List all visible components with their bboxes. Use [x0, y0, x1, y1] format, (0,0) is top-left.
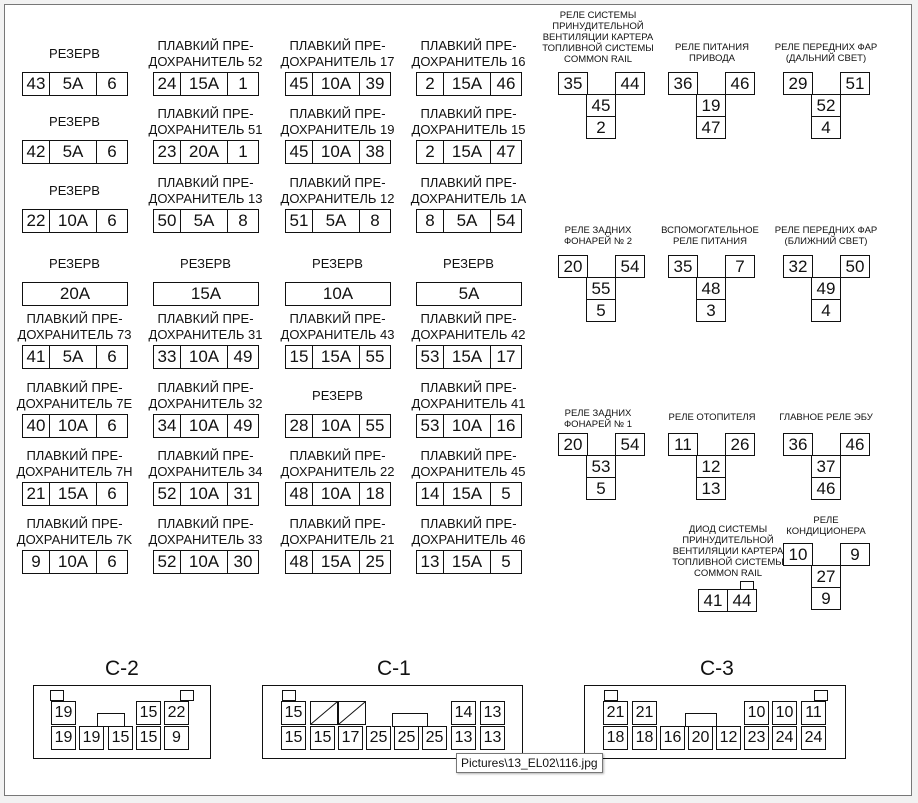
fuse-pin-a: 40 — [23, 415, 50, 437]
fuse-cell — [416, 209, 522, 233]
connector-key — [685, 713, 717, 727]
connector-title: C-1 — [377, 657, 411, 680]
relay-label: ВСПОМОГАТЕЛЬНОЕ РЕЛЕ ПИТАНИЯ — [661, 225, 759, 247]
fuse-rating: 15A — [153, 282, 259, 306]
connector-pin: 13 — [480, 726, 505, 750]
fuse-pin-a: 45 — [286, 141, 313, 163]
fuse-label: ПЛАВКИЙ ПРЕ- ДОХРАНИТЕЛЬ 17 — [280, 38, 395, 69]
fuse-pin-a: 53 — [417, 346, 444, 368]
fuse-label: РЕЗЕРВ — [312, 388, 363, 403]
connector-pin: 19 — [79, 726, 104, 750]
relay-pin-bottom: 3 — [696, 299, 726, 322]
connector-pin: 21 — [632, 701, 657, 725]
fuse-pin-b: 1 — [238, 74, 248, 93]
fuse-pin-a: 8 — [417, 210, 444, 232]
relay-pin-top-right: 7 — [725, 255, 755, 278]
fuse-pin-a: 28 — [286, 415, 313, 437]
fuse-pin-a: 43 — [23, 73, 50, 95]
relay-pin-top-left: 20 — [558, 433, 588, 456]
connector-pin: 18 — [603, 726, 628, 750]
fuse-rating: 15A — [313, 551, 360, 573]
fuse-pin-b: 17 — [496, 347, 516, 366]
fuse-cell — [416, 550, 522, 574]
connector-pin: 24 — [772, 726, 797, 750]
connector-pin: 17 — [338, 726, 363, 750]
fuse-pin-b: 8 — [238, 211, 248, 230]
relay-pin-bottom: 13 — [696, 477, 726, 500]
connector-pin: 25 — [422, 726, 447, 750]
connector-pin: 11 — [801, 701, 826, 725]
fuse-rating: 10A — [50, 210, 97, 232]
fuse-label: РЕЗЕРВ — [49, 256, 100, 271]
relay-pin-top-left: 10 — [783, 543, 813, 566]
fuse-rating: 10A — [313, 141, 360, 163]
relay-pin-top-right: 54 — [615, 255, 645, 278]
relay-pin-top-left: 36 — [783, 433, 813, 456]
relay-pin-top-left: 29 — [783, 72, 813, 95]
connector-latch — [282, 690, 296, 701]
connector-key — [97, 713, 125, 727]
fuse-cell — [285, 209, 391, 233]
fuse-pin-a: 2 — [417, 73, 444, 95]
fuse-pin-b: 46 — [496, 74, 516, 93]
relay-pin-top-left: 36 — [668, 72, 698, 95]
fuse-cell — [285, 482, 391, 506]
connector-pin: 12 — [716, 726, 741, 750]
fuse-cell — [153, 209, 259, 233]
relay-label: РЕЛЕ КОНДИЦИОНЕРА — [786, 515, 866, 537]
relay-pin-top-right: 9 — [840, 543, 870, 566]
fuse-pin-a: 48 — [286, 551, 313, 573]
fuse-pin-a: 24 — [154, 73, 181, 95]
fuse-cell — [285, 345, 391, 369]
fuse-label: ПЛАВКИЙ ПРЕ- ДОХРАНИТЕЛЬ 31 — [148, 311, 263, 342]
fuse-pin-a: 14 — [417, 483, 444, 505]
fuse-label: РЕЗЕРВ — [312, 256, 363, 271]
connector-pin: 20 — [688, 726, 713, 750]
fuse-rating: 10A — [181, 415, 228, 437]
connector-pin: 15 — [310, 726, 335, 750]
fuse-cell — [285, 550, 391, 574]
relay-pin-middle: 49 — [811, 277, 841, 300]
fuse-pin-b: 49 — [233, 416, 253, 435]
connector-pin: 9 — [164, 726, 189, 750]
fuse-rating: 5A — [416, 282, 522, 306]
fuse-pin-b: 49 — [233, 347, 253, 366]
fuse-label: ПЛАВКИЙ ПРЕ- ДОХРАНИТЕЛЬ 45 — [411, 448, 526, 479]
relay-pin-top-right: 26 — [725, 433, 755, 456]
connector-title: C-3 — [700, 657, 734, 680]
fuse-label: ПЛАВКИЙ ПРЕ- ДОХРАНИТЕЛЬ 51 — [148, 106, 263, 137]
fuse-cell — [22, 550, 128, 574]
fuse-label: ПЛАВКИЙ ПРЕ- ДОХРАНИТЕЛЬ 19 — [280, 106, 395, 137]
fuse-rating: 10A — [50, 415, 97, 437]
fuse-rating: 10A — [181, 551, 228, 573]
relay-label: РЕЛЕ ПЕРЕДНИХ ФАР (БЛИЖНИЙ СВЕТ) — [774, 225, 878, 247]
fuse-cell — [22, 482, 128, 506]
fuse-pin-b: 47 — [496, 142, 516, 161]
fuse-cell — [153, 482, 259, 506]
relay-label: РЕЛЕ ОТОПИТЕЛЯ — [668, 412, 756, 423]
connector-pin: 10 — [744, 701, 769, 725]
relay-pin-middle: 12 — [696, 455, 726, 478]
blank-pin-position — [310, 701, 338, 725]
fuse-label: ПЛАВКИЙ ПРЕ- ДОХРАНИТЕЛЬ 21 — [280, 516, 395, 547]
fuse-pin-a: 21 — [23, 483, 50, 505]
fuse-rating: 15A — [444, 483, 491, 505]
fuse-cell — [22, 209, 128, 233]
relay-pin-bottom: 2 — [586, 116, 616, 139]
relay-pin-top-right: 50 — [840, 255, 870, 278]
fuse-label: РЕЗЕРВ — [49, 46, 100, 61]
diode-pin-left: 41 — [698, 589, 728, 612]
fuse-rating: 10A — [181, 346, 228, 368]
fuse-pin-b: 6 — [107, 484, 117, 503]
diode-label: ДИОД СИСТЕМЫ ПРИНУДИТЕЛЬНОЙ ВЕНТИЛЯЦИИ КАРТЕРА ТОПЛИВНОЙ СИСТЕМЫ COMMON RAIL — [672, 524, 784, 579]
fuse-pin-a: 33 — [154, 346, 181, 368]
fuse-cell — [416, 345, 522, 369]
fuse-pin-a: 9 — [23, 551, 50, 573]
connector-key — [392, 713, 428, 727]
connector-latch — [50, 690, 64, 701]
fuse-cell — [285, 140, 391, 164]
fuse-pin-a: 23 — [154, 141, 181, 163]
fuse-cell — [22, 345, 128, 369]
fuse-rating: 20A — [22, 282, 128, 306]
fuse-pin-a: 48 — [286, 483, 313, 505]
fuse-pin-a: 45 — [286, 73, 313, 95]
fuse-pin-a: 41 — [23, 346, 50, 368]
fuse-pin-b: 18 — [365, 484, 385, 503]
connector-title: C-2 — [105, 657, 139, 680]
fuse-rating: 5A — [181, 210, 228, 232]
relay-pin-top-left: 20 — [558, 255, 588, 278]
relay-pin-bottom: 4 — [811, 299, 841, 322]
fuse-label: ПЛАВКИЙ ПРЕ- ДОХРАНИТЕЛЬ 33 — [148, 516, 263, 547]
connector-pin: 15 — [281, 701, 306, 725]
fuse-cell — [153, 72, 259, 96]
fuse-pin-b: 6 — [107, 416, 117, 435]
relay-label: РЕЛЕ СИСТЕМЫ ПРИНУДИТЕЛЬНОЙ ВЕНТИЛЯЦИИ КАРТЕРА ТОПЛИВНОЙ СИСТЕМЫ COMMON RAIL — [542, 10, 654, 65]
fuse-cell — [416, 72, 522, 96]
fuse-rating: 5A — [313, 210, 360, 232]
fuse-rating: 5A — [50, 346, 97, 368]
relay-pin-top-left: 35 — [668, 255, 698, 278]
relay-pin-middle: 27 — [811, 565, 841, 588]
fuse-label: ПЛАВКИЙ ПРЕ- ДОХРАНИТЕЛЬ 43 — [280, 311, 395, 342]
fuse-rating: 10A — [181, 483, 228, 505]
fuse-cell — [285, 72, 391, 96]
connector-pin: 18 — [632, 726, 657, 750]
fuse-label: РЕЗЕРВ — [49, 183, 100, 198]
fuse-rating: 10A — [285, 282, 391, 306]
fuse-pin-b: 38 — [365, 142, 385, 161]
fuse-pin-b: 55 — [365, 347, 385, 366]
connector-pin: 15 — [108, 726, 133, 750]
fuse-label: ПЛАВКИЙ ПРЕ- ДОХРАНИТЕЛЬ 52 — [148, 38, 263, 69]
relay-pin-middle: 19 — [696, 94, 726, 117]
relay-pin-top-right: 51 — [840, 72, 870, 95]
connector-pin: 23 — [744, 726, 769, 750]
fuse-pin-a: 13 — [417, 551, 444, 573]
relay-pin-middle: 55 — [586, 277, 616, 300]
fuse-pin-a: 52 — [154, 483, 181, 505]
connector-pin: 10 — [772, 701, 797, 725]
fuse-pin-b: 6 — [107, 142, 117, 161]
fuse-cell — [153, 140, 259, 164]
connector-latch — [814, 690, 828, 701]
relay-pin-middle: 48 — [696, 277, 726, 300]
fuse-pin-a: 22 — [23, 210, 50, 232]
connector-pin: 24 — [801, 726, 826, 750]
fuse-label: ПЛАВКИЙ ПРЕ- ДОХРАНИТЕЛЬ 46 — [411, 516, 526, 547]
fuse-cell — [416, 482, 522, 506]
fuse-label: ПЛАВКИЙ ПРЕ- ДОХРАНИТЕЛЬ 7K — [16, 516, 133, 547]
connector-pin: 19 — [51, 701, 76, 725]
relay-pin-middle: 45 — [586, 94, 616, 117]
fuse-pin-a: 52 — [154, 551, 181, 573]
relay-pin-bottom: 4 — [811, 116, 841, 139]
fuse-label: ПЛАВКИЙ ПРЕ- ДОХРАНИТЕЛЬ 41 — [411, 380, 526, 411]
fuse-cell — [285, 414, 391, 438]
fuse-label: ПЛАВКИЙ ПРЕ- ДОХРАНИТЕЛЬ 1A — [410, 175, 527, 206]
fuse-rating: 10A — [313, 415, 360, 437]
image-path-tooltip: Pictures\13_EL02\116.jpg — [456, 753, 603, 773]
fuse-cell — [22, 72, 128, 96]
fuse-rating: 15A — [444, 141, 491, 163]
fuse-label: РЕЗЕРВ — [180, 256, 231, 271]
fuse-cell — [22, 414, 128, 438]
fuse-rating: 20A — [181, 141, 228, 163]
connector-pin: 14 — [451, 701, 476, 725]
connector-latch — [604, 690, 618, 701]
connector-pin: 21 — [603, 701, 628, 725]
fuse-rating: 10A — [50, 551, 97, 573]
fuse-cell — [22, 140, 128, 164]
fuse-pin-b: 54 — [496, 211, 516, 230]
relay-label: РЕЛЕ ЗАДНИХ ФОНАРЕЙ № 1 — [563, 408, 633, 430]
fuse-pin-b: 1 — [238, 142, 248, 161]
fuse-label: ПЛАВКИЙ ПРЕ- ДОХРАНИТЕЛЬ 7H — [16, 448, 133, 479]
relay-pin-bottom: 46 — [811, 477, 841, 500]
fuse-label: ПЛАВКИЙ ПРЕ- ДОХРАНИТЕЛЬ 16 — [411, 38, 526, 69]
relay-pin-bottom: 9 — [811, 587, 841, 610]
relay-pin-bottom: 5 — [586, 477, 616, 500]
fuse-pin-b: 6 — [107, 74, 117, 93]
fuse-cell — [153, 345, 259, 369]
fuse-pin-b: 55 — [365, 416, 385, 435]
relay-label: РЕЛЕ ПИТАНИЯ ПРИВОДА — [675, 42, 749, 64]
fuse-rating: 15A — [444, 73, 491, 95]
fuse-pin-b: 6 — [107, 347, 117, 366]
fuse-pin-a: 53 — [417, 415, 444, 437]
fuse-label: РЕЗЕРВ — [443, 256, 494, 271]
connector-pin: 25 — [366, 726, 391, 750]
fuse-rating: 15A — [313, 346, 360, 368]
relay-pin-top-left: 32 — [783, 255, 813, 278]
fuse-label: РЕЗЕРВ — [49, 114, 100, 129]
connector-latch — [180, 690, 194, 701]
fuse-label: ПЛАВКИЙ ПРЕ- ДОХРАНИТЕЛЬ 22 — [280, 448, 395, 479]
fuse-label: ПЛАВКИЙ ПРЕ- ДОХРАНИТЕЛЬ 73 — [17, 311, 132, 342]
fuse-cell — [416, 140, 522, 164]
relay-pin-top-left: 35 — [558, 72, 588, 95]
fuse-cell — [416, 414, 522, 438]
fuse-pin-a: 42 — [23, 141, 50, 163]
fuse-pin-b: 39 — [365, 74, 385, 93]
fuse-cell — [153, 414, 259, 438]
relay-label: ГЛАВНОЕ РЕЛЕ ЭБУ — [779, 412, 873, 423]
fuse-pin-a: 50 — [154, 210, 181, 232]
connector-pin: 15 — [136, 701, 161, 725]
relay-pin-middle: 53 — [586, 455, 616, 478]
relay-pin-middle: 37 — [811, 455, 841, 478]
fuse-label: ПЛАВКИЙ ПРЕ- ДОХРАНИТЕЛЬ 34 — [148, 448, 263, 479]
relay-pin-bottom: 5 — [586, 299, 616, 322]
connector-pin: 15 — [281, 726, 306, 750]
fuse-rating: 10A — [444, 415, 491, 437]
relay-pin-middle: 52 — [811, 94, 841, 117]
fuse-rating: 10A — [313, 483, 360, 505]
relay-pin-top-right: 46 — [725, 72, 755, 95]
fuse-label: ПЛАВКИЙ ПРЕ- ДОХРАНИТЕЛЬ 12 — [280, 175, 395, 206]
fuse-label: ПЛАВКИЙ ПРЕ- ДОХРАНИТЕЛЬ 7E — [16, 380, 133, 411]
diode-pin-right: 44 — [727, 589, 757, 612]
connector-pin: 16 — [660, 726, 685, 750]
fuse-pin-b: 8 — [370, 211, 380, 230]
relay-pin-top-right: 46 — [840, 433, 870, 456]
fuse-pin-a: 15 — [286, 346, 313, 368]
connector-pin: 13 — [451, 726, 476, 750]
connector-pin: 15 — [136, 726, 161, 750]
relay-label: РЕЛЕ ПЕРЕДНИХ ФАР (ДАЛЬНИЙ СВЕТ) — [774, 42, 878, 64]
fuse-cell — [153, 550, 259, 574]
relay-pin-top-right: 54 — [615, 433, 645, 456]
connector-pin: 22 — [164, 701, 189, 725]
fuse-rating: 15A — [444, 551, 491, 573]
relay-label: РЕЛЕ ЗАДНИХ ФОНАРЕЙ № 2 — [563, 225, 633, 247]
fuse-rating: 15A — [50, 483, 97, 505]
fuse-pin-b: 6 — [107, 552, 117, 571]
relay-pin-top-right: 44 — [615, 72, 645, 95]
fuse-pin-b: 31 — [233, 484, 253, 503]
connector-pin: 25 — [394, 726, 419, 750]
fuse-label: ПЛАВКИЙ ПРЕ- ДОХРАНИТЕЛЬ 32 — [148, 380, 263, 411]
fuse-pin-a: 34 — [154, 415, 181, 437]
fuse-pin-b: 6 — [107, 211, 117, 230]
fuse-label: ПЛАВКИЙ ПРЕ- ДОХРАНИТЕЛЬ 13 — [148, 175, 263, 206]
fuse-rating: 15A — [444, 346, 491, 368]
fuse-pin-b: 5 — [501, 484, 511, 503]
fuse-rating: 10A — [313, 73, 360, 95]
fuse-pin-b: 5 — [501, 552, 511, 571]
fuse-label: ПЛАВКИЙ ПРЕ- ДОХРАНИТЕЛЬ 15 — [411, 106, 526, 137]
relay-pin-top-left: 11 — [668, 433, 698, 456]
fuse-rating: 5A — [50, 141, 97, 163]
connector-pin: 19 — [51, 726, 76, 750]
fuse-pin-a: 51 — [286, 210, 313, 232]
relay-pin-bottom: 47 — [696, 116, 726, 139]
fuse-pin-b: 30 — [233, 552, 253, 571]
fuse-rating: 5A — [444, 210, 491, 232]
fuse-label: ПЛАВКИЙ ПРЕ- ДОХРАНИТЕЛЬ 42 — [411, 311, 526, 342]
blank-pin-position — [338, 701, 366, 725]
fuse-pin-b: 16 — [496, 416, 516, 435]
connector-pin: 13 — [480, 701, 505, 725]
fuse-rating: 15A — [181, 73, 228, 95]
fuse-pin-b: 25 — [365, 552, 385, 571]
fuse-rating: 5A — [50, 73, 97, 95]
fuse-pin-a: 2 — [417, 141, 444, 163]
